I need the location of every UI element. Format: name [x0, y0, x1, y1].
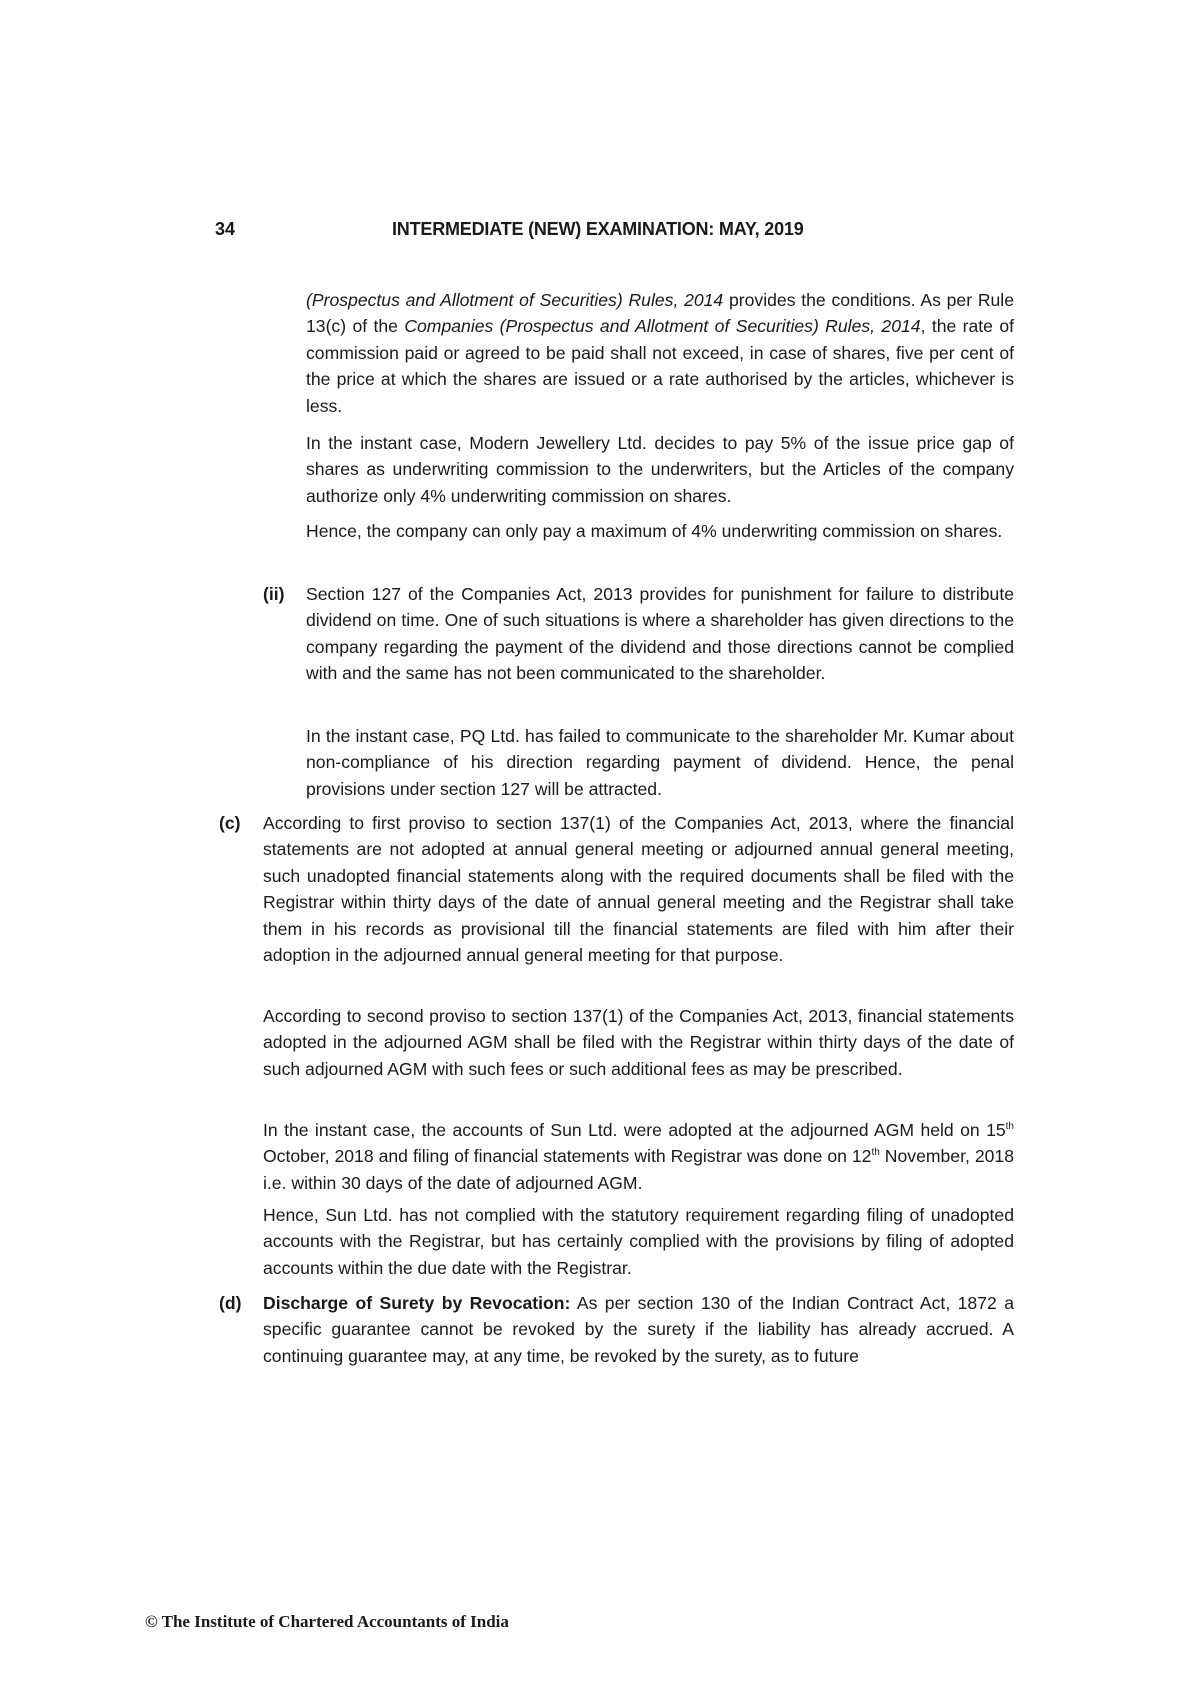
- section-heading: Discharge of Surety by Revocation:: [263, 1293, 571, 1313]
- paragraph-text: October, 2018 and filing of financial statements with Registrar was done on 12: [263, 1146, 872, 1167]
- item-label-c: (c): [219, 813, 241, 833]
- paragraph-text: provides the conditions. As per Rule 13(c) of the: [306, 290, 1015, 337]
- item-label-ii: (ii): [263, 584, 285, 604]
- copyright-footer: © The Institute of Chartered Accountants of India: [145, 1612, 509, 1631]
- paragraph-pq-ltd: In the instant case, PQ Ltd. has failed to communicate to the shareholder Mr. Kumar about non-compliance of his direction regarding payment of dividend. Hence, the penal provisions under section 127 will be attracted.: [306, 726, 1014, 799]
- paragraph-first-proviso-137: According to first proviso to section 137(1) of the Companies Act, 2013, where the financial statements are not adopted at annual general meeting or adjourned annual general meeting, such unadopted financial statements along with the required documents shall be filed with the Registrar within thirty days of the date of annual general meeting and the Registrar shall take them in his records as provisional till the financial statements are filed with him after their adoption in the adjourned annual general meeting for that purpose.: [263, 813, 1014, 966]
- page-header-title: INTERMEDIATE (NEW) EXAMINATION: MAY, 2019: [392, 219, 804, 239]
- paragraph-modern-jewellery: In the instant case, Modern Jewellery Ltd. decides to pay 5% of the issue price gap of shares as underwriting commission to the underwriters, but the Articles of the company authorize only 4% underwriting commission on shares.: [306, 433, 1014, 506]
- ordinal-suffix: th: [1005, 1121, 1014, 1133]
- paragraph-text: , the rate of commission paid or agreed to be paid shall not exceed, in case of shares, five per cent of the price at which the shares are issued or a rate authorised by the articles, whichever is less.: [306, 316, 1014, 416]
- paragraph-discharge-of-surety: [263, 1290, 1014, 1369]
- paragraph-sun-ltd: [263, 1117, 1014, 1196]
- paragraph-rule-13c: [306, 287, 1014, 419]
- paragraph-conclusion-underwriting: Hence, the company can only pay a maximum of 4% underwriting commission on shares.: [306, 521, 1003, 541]
- paragraph-text: In the instant case, the accounts of Sun Ltd. were adopted at the adjourned AGM held on 15: [263, 1120, 1006, 1140]
- paragraph-text: November, 2018 i.e. within 30 days of the date of adjourned AGM.: [263, 1146, 1014, 1193]
- rules-citation-italic: Companies (Prospectus and Allotment of Securities) Rules, 2014: [404, 316, 921, 337]
- paragraph-text: As per section 130 of the Indian Contract Act, 1872 a specific guarantee cannot be revoked by the surety if the liability has already accrued. A continuing guarantee may, at any time, be revoked by the surety, as to future: [263, 1293, 1014, 1366]
- item-label-d: (d): [219, 1293, 242, 1313]
- paragraph-second-proviso-137: According to second proviso to section 137(1) of the Companies Act, 2013, financial statements adopted in the adjourned AGM shall be filed with the Registrar within thirty days of the date of such adjourned AGM with such fees or such additional fees as may be prescribed.: [263, 1006, 1014, 1079]
- rules-citation-italic: (Prospectus and Allotment of Securities) Rules, 2014: [306, 290, 724, 310]
- paragraph-sun-ltd-conclusion: Hence, Sun Ltd. has not complied with the statutory requirement regarding filing of unadopted accounts with the Registrar, but has certainly complied with the provisions by filing of adopted accounts within the due date with the Registrar.: [263, 1205, 1014, 1278]
- page-number: 34: [215, 219, 236, 239]
- ordinal-suffix: th: [871, 1147, 880, 1159]
- paragraph-section-127: Section 127 of the Companies Act, 2013 provides for punishment for failure to distribute dividend on time. One of such situations is where a shareholder has given directions to the company regarding the payment of the dividend and those directions cannot be complied with and the same has not been communicated to the shareholder.: [306, 584, 1014, 684]
